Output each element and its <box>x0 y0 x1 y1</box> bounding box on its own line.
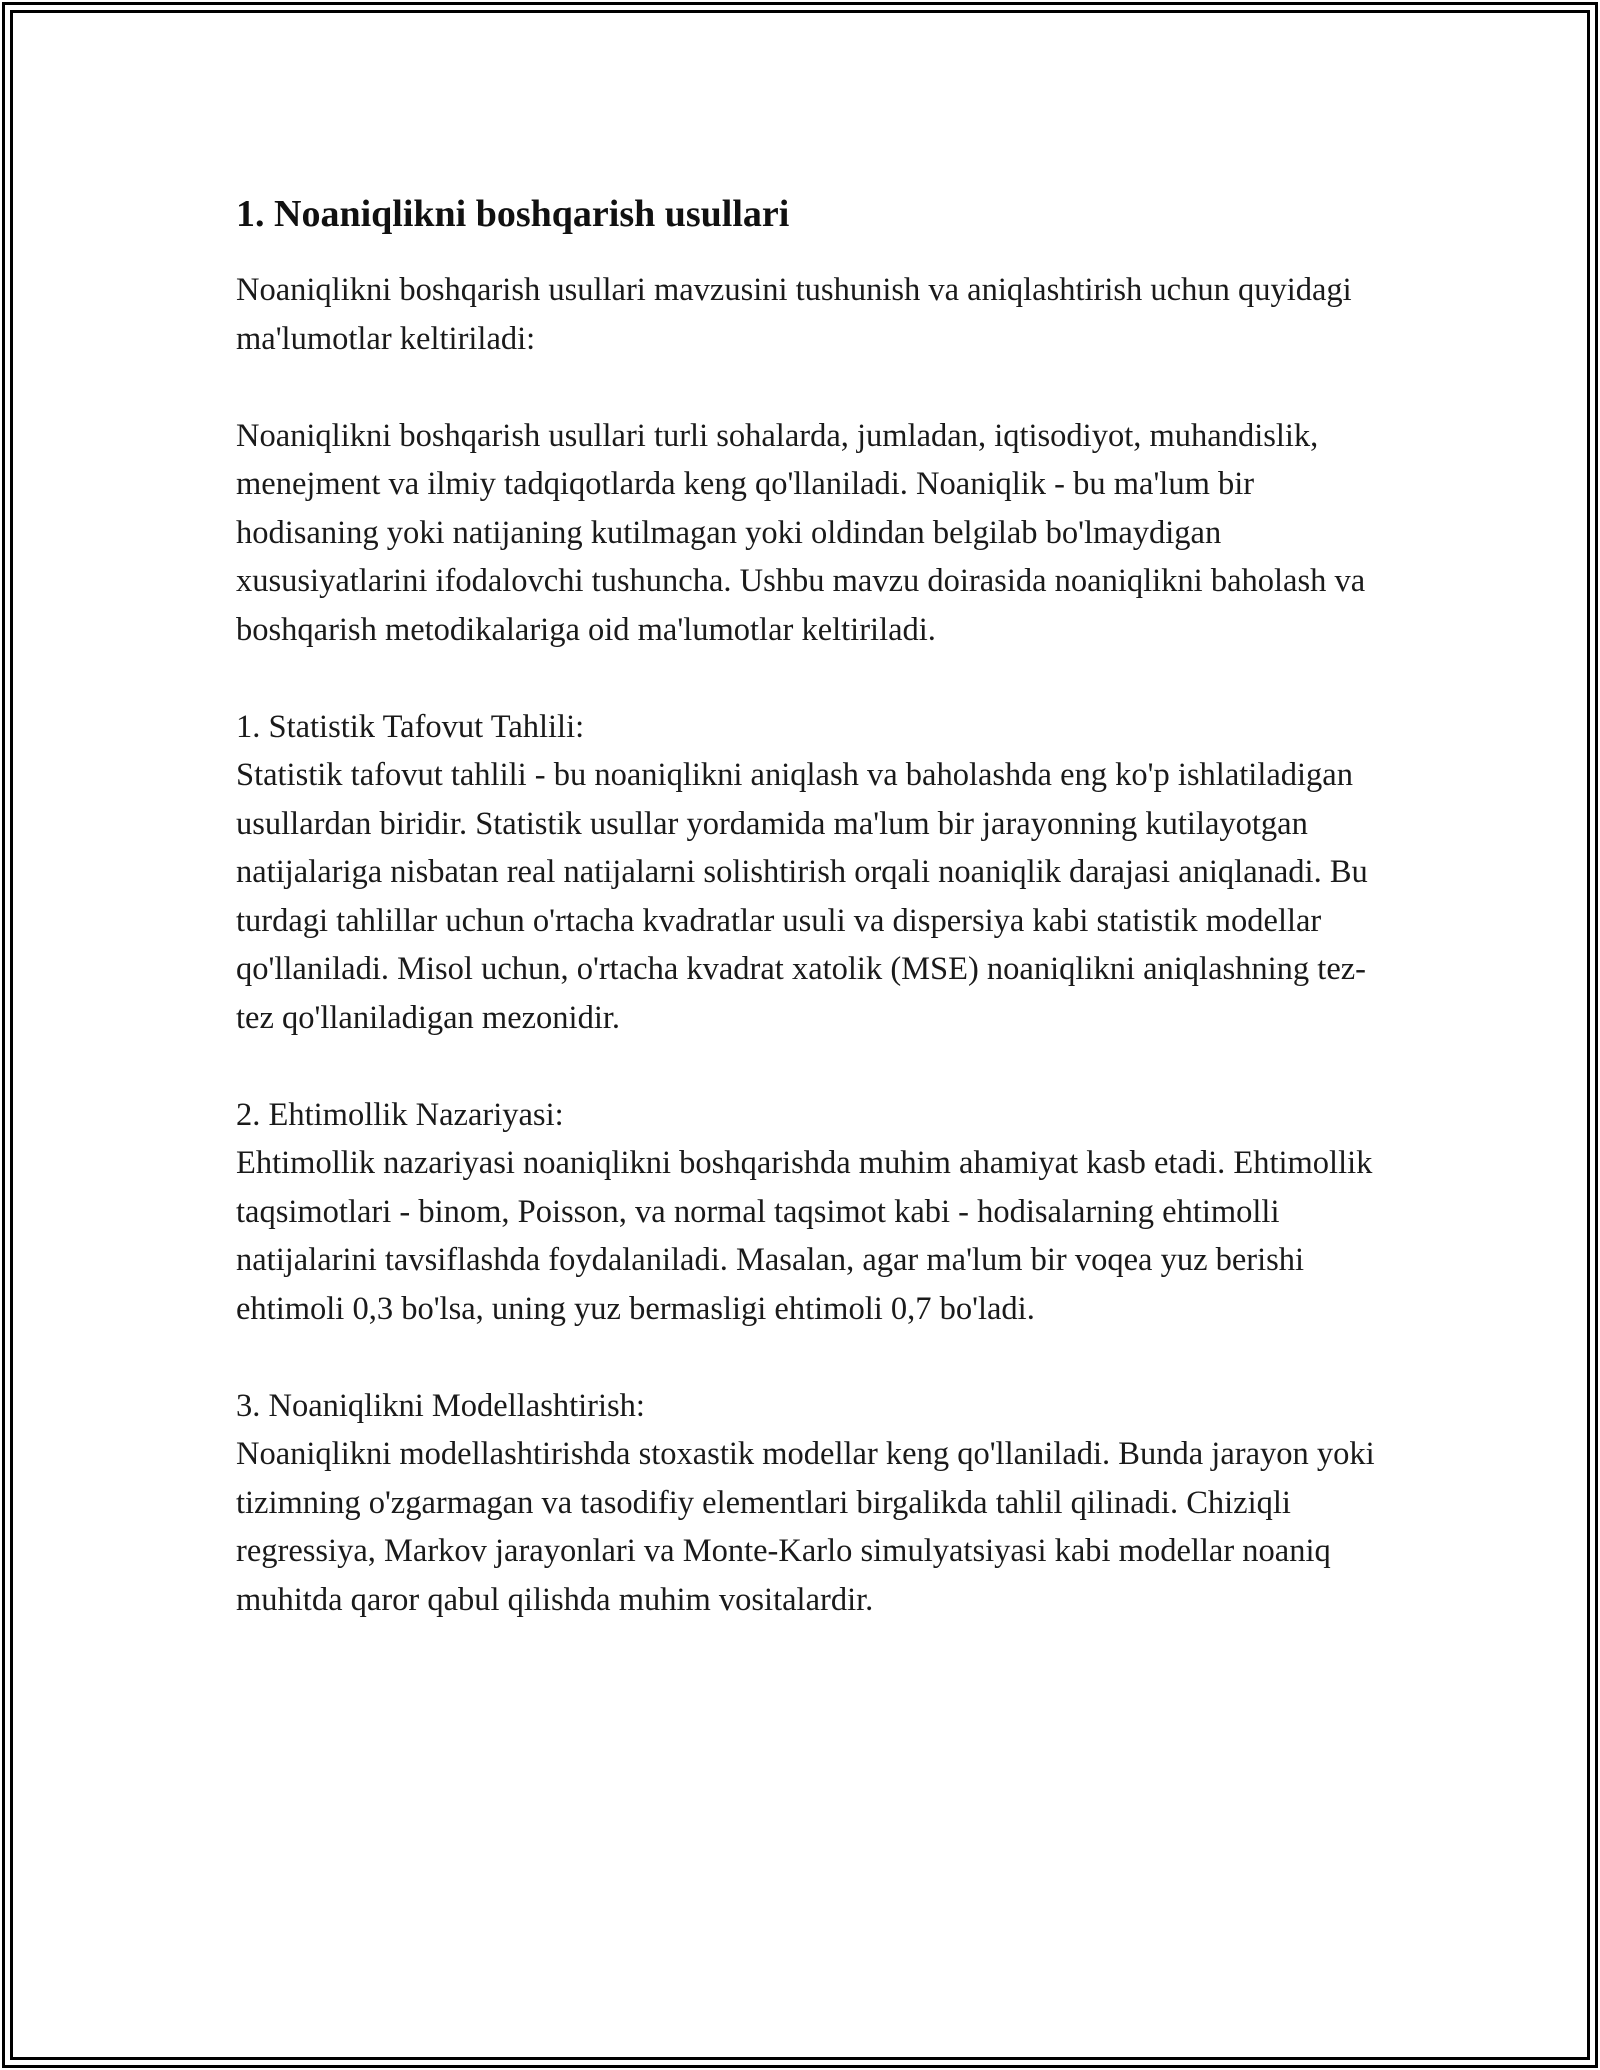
section-body: Ehtimollik nazariyasi noaniqlikni boshqarishda muhim ahamiyat kasb etadi. Ehtimollik taqsimotlari - binom, Poisson, va normal taqsimot kabi - hodisalarning ehtimolli natijalarini tavsiflashda foydalaniladi. Masalan, agar ma'lum bir voqea yuz berishi ehtimoli 0,3 bo'lsa, uning yuz bermasligi ehtimoli 0,7 bo'ladi. <box>236 1145 1373 1327</box>
intro-paragraph: Noaniqlikni boshqarish usullari mavzusini tushunish va aniqlashtirish uchun quyidagi ma'lumotlar keltiriladi: <box>236 272 1352 357</box>
overview-paragraph: Noaniqlikni boshqarish usullari turli sohalarda, jumladan, iqtisodiyot, muhandislik, menejment va ilmiy tadqiqotlarda keng qo'llaniladi. Noaniqlik - bu ma'lum bir hodisaning yoki natijaning kutilmagan yoki oldindan belgilab bo'lmaydigan xususiyatlarini ifodalovchi tushuncha. Ushbu mavzu doirasida noaniqlikni baholash va boshqarish metodikalariga oid ma'lumotlar keltiriladi. <box>236 417 1366 648</box>
section-statistical-analysis <box>236 703 1376 1043</box>
document-body <box>236 186 1376 1673</box>
section-heading: 2. Ehtimollik Nazariyasi: <box>236 1096 564 1133</box>
section-body: Statistik tafovut tahlili - bu noaniqlikni aniqlash va baholashda eng ko'p ishlatiladigan usullardan biridir. Statistik usullar yordamida ma'lum bir jarayonning kutilayotgan natijalariga nisbatan real natijalarni solishtirish orqali noaniqlik darajasi aniqlanadi. Bu turdagi tahlillar uchun o'rtacha kvadratlar usuli va dispersiya kabi statistik modellar qo'llaniladi. Misol uchun, o'rtacha kvadrat xatolik (MSE) noaniqlikni aniqlashning tez-tez qo'llaniladigan mezonidir. <box>236 757 1368 1036</box>
section-uncertainty-modelling <box>236 1382 1376 1625</box>
section-heading: 1. Statistik Tafovut Tahlili: <box>236 708 585 745</box>
section-probability-theory <box>236 1091 1376 1334</box>
section-heading: 3. Noaniqlikni Modellashtirish: <box>236 1387 645 1424</box>
document-title: 1. Noaniqlikni boshqarish usullari <box>236 193 790 235</box>
section-body: Noaniqlikni modellashtirishda stoxastik modellar keng qo'llaniladi. Bunda jarayon yoki tizimning o'zgarmagan va tasodifiy elementlari birgalikda tahlil qilinadi. Chiziqli regressiya, Markov jarayonlari va Monte-Karlo simulyatsiyasi kabi modellar noaniq muhitda qaror qabul qilishda muhim vositalardir. <box>236 1436 1375 1618</box>
